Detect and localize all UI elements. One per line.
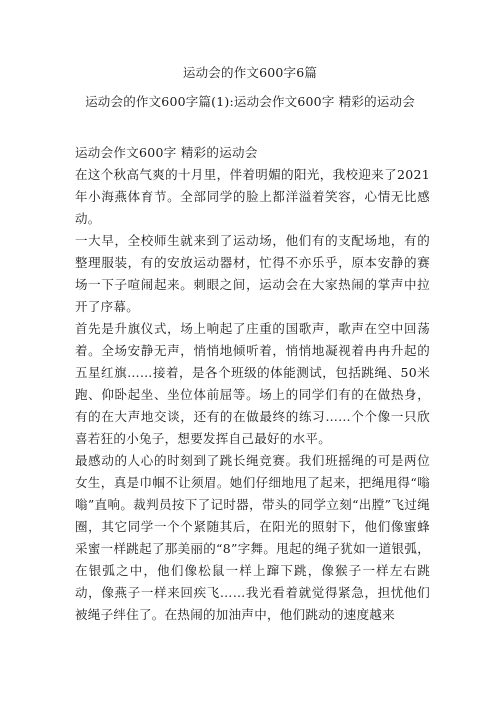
document-body — [75, 142, 430, 626]
document-title: 运动会的作文600字6篇 — [182, 65, 318, 80]
paragraph: 首先是升旗仪式，场上响起了庄重的国歌声，歌声在空中回荡着。全场安静无声，悄悄地倾听着，悄悄地凝视着冉冉升起的五星红旗……接着，是各个班级的体能测试，包括跳绳、50米跑、仰卧起坐、坐位体前屈等。场上的同学们有的在做热身，有的在大声地交谈，还有的在做最终的练习……个个像一只欣喜若狂的小兔子，想要发挥自己最好的水平。 — [75, 321, 430, 446]
paragraph: 在这个秋高气爽的十月里，伴着明媚的阳光，我校迎来了2021年小海燕体育节。全部同学的脸上都洋溢着笑容，心情无比感动。 — [75, 167, 430, 226]
paragraph: 最感动的人心的时刻到了跳长绳竞赛。我们班摇绳的可是两位女生，真是巾帼不让须眉。她们仔细地甩了起来，把绳甩得“嗡嗡”直响。裁判员按下了记时器，带头的同学立刻“出膛”飞过绳圈，其它同学一个个紧随其后，在阳光的照射下，他们像蜜蜂采蜜一样跳起了那美丽的“8”字舞。甩起的绳子犹如一道银弧，在银弧之中，他们像松鼠一样上蹿下跳，像猴子一样左右跳动，像燕子一样来回疾飞……我光看着就觉得紧急，担忧他们被绳子绊住了。在热闹的加油声中，他们跳动的速度越来 — [75, 453, 430, 622]
paragraph: 一大早，全校师生就来到了运动场，他们有的支配场地，有的整理服装，有的安放运动器材，忙得不亦乐乎，原本安静的赛场一下子喧闹起来。刺眼之间，运动会在大家热闹的掌声中拉开了序幕。 — [75, 233, 430, 314]
section-heading: 运动会作文600字 精彩的运动会 — [75, 145, 258, 160]
document-subtitle: 运动会的作文600字篇(1):运动会作文600字 精彩的运动会 — [85, 94, 415, 109]
